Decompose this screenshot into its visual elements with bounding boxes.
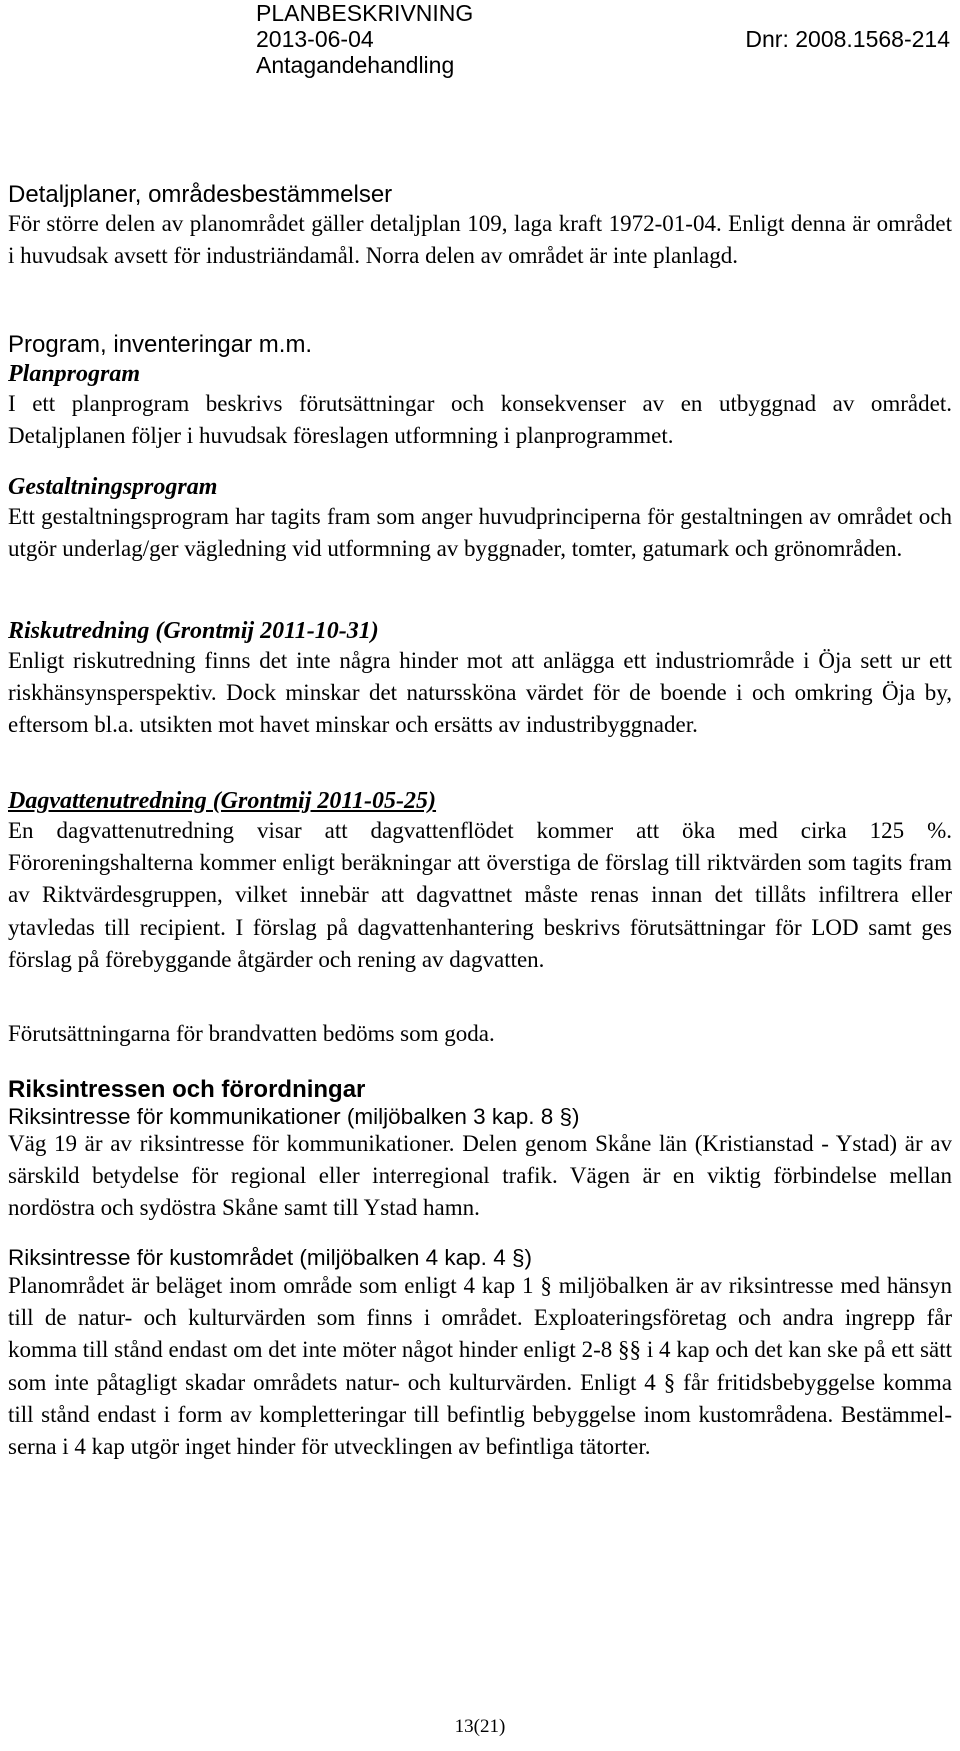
section-heading-riksintressen: Riksintressen och förordningar <box>8 1076 366 1103</box>
subheading-dagvattenutredning: Dagvattenutredning (Grontmij 2011-05-25) <box>8 788 437 814</box>
brandvatten-text: Förutsättningarna för brandvatten bedöms som goda. <box>8 1021 495 1046</box>
subheading-gestaltningsprogram: Gestaltningsprogram <box>8 474 218 500</box>
document-title: PLANBESKRIVNING <box>256 0 474 26</box>
section-heading-detaljplaner: Detaljplaner, områdesbestämmelser <box>8 181 393 208</box>
dagvattenutredning-text: En dagvattenutredning visar att dagvattenflödet kommer att öka med cirka 125 %. Föroreningshalterna kommer enligt beräkningar att överstiga de förslag till riktvärden som tagits fram av Riktvärdesgruppen, vilket innebär att dagvattnet måste renas innan det tillåts infiltrera eller ytavledas till recipient. I förslag på dagvattenhantering beskrivs förutsättningar för LOD samt ges förslag på förebyggande åtgärder och rening av dagvatten. <box>8 818 952 972</box>
kommunikationer-text: Väg 19 är av riksintresse för kommunikationer. Delen genom Skåne län (Kristianstad - Ystad) är av särskild betydelse för regional eller interregional trafik. Vägen är en viktig förbindelse mellan nordöstra och sydöstra Skåne samt till Ystad hamn. <box>8 1131 952 1221</box>
detaljplaner-text: För större delen av planområdet gäller detaljplan 109, laga kraft 1972-01-04. Enligt denna är området i huvudsak avsett för industriändamål. Norra delen av området är inte planlagd. <box>8 211 952 269</box>
subheading-kommunikationer: Riksintresse för kommunikationer (miljöbalken 3 kap. 8 §) <box>8 1104 580 1129</box>
page-number: 13(21) <box>454 1716 506 1737</box>
planprogram-text: I ett planprogram beskrivs förutsättningar och konsekvenser av en utbyggnad av området. Detaljplanen följer i huvudsak föreslagen utformning i planprogrammet. <box>8 391 952 449</box>
gestaltningsprogram-text: Ett gestaltningsprogram har tagits fram som anger huvudprinciperna för gestaltningen av området och utgör underlag/ger vägledning vid utformning av byggnader, tomter, gatumark och grönområden. <box>8 504 952 562</box>
subheading-kustomradet: Riksintresse för kustområdet (miljöbalken 4 kap. 4 §) <box>8 1245 532 1270</box>
document-dnr: Dnr: 2008.1568-214 <box>745 26 950 52</box>
subheading-riskutredning: Riskutredning (Grontmij 2011-10-31) <box>8 618 379 644</box>
document-date: 2013-06-04 <box>256 26 374 52</box>
riskutredning-text: Enligt riskutredning finns det inte några hinder mot att anlägga ett industriområde i Öja sett ur ett riskhänsynsperspektiv. Dock minskar det naturssköna värdet för de boende i och omkring Öja by, eftersom bl.a. utsikten mot havet minskar och ersätts av industribyggnader. <box>8 648 952 738</box>
document-stage: Antagandehandling <box>256 52 455 78</box>
subheading-planprogram: Planprogram <box>8 361 141 387</box>
section-heading-program: Program, inventeringar m.m. <box>8 331 313 358</box>
kustomradet-text: Planområdet är beläget inom område som enligt 4 kap 1 § miljöbalken är av riksintresse med hänsyn till de natur- och kulturvärden som finns i området. Exploateringsföretag och andra ingrepp får komma till stånd endast om det inte möter något hinder enligt 2-8 §§ i 4 kap och det kan ske på ett sätt som inte påtagligt skadar områdets natur- och kulturvärden. Enligt 4 § får fritidsbebyggelse komma till stånd endast i form av kompletteringar till befintlig bebyggelse inom kustområdena. Bestämmelserna i 4 kap utgör inget hinder för utvecklingen av befintliga tätorter. <box>8 1273 952 1460</box>
